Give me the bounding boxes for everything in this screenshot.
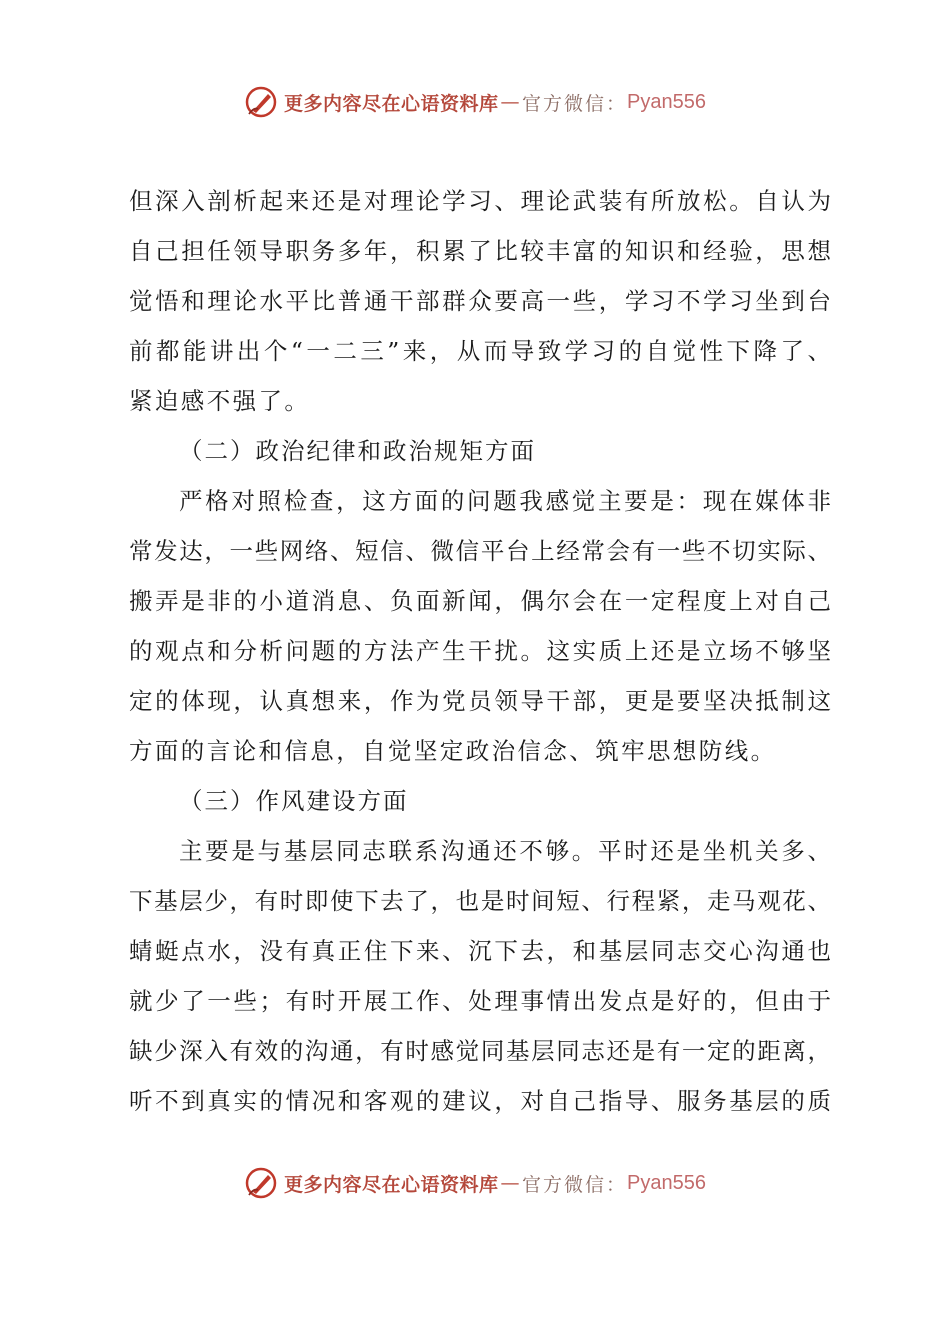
paragraph-line: 听不到真实的情况和客观的建议，对自己指导、服务基层的质 [129,1087,831,1115]
section-heading: （二）政治纪律和政治规矩方面 [179,437,536,465]
paragraph-line: 自己担任领导职务多年，积累了比较丰富的知识和经验，思想 [129,237,831,265]
watermark-main-text: 更多内容尽在心语资料库 [284,92,499,115]
paragraph-line: 紧迫感不强了。 [129,387,311,415]
paragraph-line: 但深入剖析起来还是对理论学习、理论武装有所放松。自认为 [129,187,831,215]
quill-pen-icon [244,1166,278,1200]
paragraph-line: 严格对照检查，这方面的问题我感觉主要是：现在媒体非 [179,487,831,515]
watermark-banner-top [0,82,950,122]
paragraph-line: 缺少深入有效的沟通，有时感觉同基层同志还是有一定的距离， [129,1037,831,1065]
paragraph-line: 主要是与基层同志联系沟通还不够。平时还是坐机关多、 [179,837,831,865]
watermark-separator: — [500,1172,521,1194]
watermark-main-text: 更多内容尽在心语资料库 [284,1173,499,1196]
watermark-wechat-id: Pyan556 [627,1171,706,1194]
quill-pen-icon [244,85,278,119]
watermark-separator: — [500,91,521,113]
document-body [129,176,831,1126]
paragraph-line: 定的体现，认真想来，作为党员领导干部，更是要坚决抵制这 [129,687,831,715]
paragraph-line: 常发达，一些网络、短信、微信平台上经常会有一些不切实际、 [129,537,831,565]
watermark-wechat-label: 官方微信： [522,1173,628,1196]
paragraph-line: 前都能讲出个“一二三”来，从而导致学习的自觉性下降了、 [129,337,831,365]
watermark-banner-bottom [0,1163,950,1203]
paragraph-line: 搬弄是非的小道消息、负面新闻，偶尔会在一定程度上对自己 [129,587,831,615]
paragraph-line: 下基层少，有时即使下去了，也是时间短、行程紧，走马观花、 [129,887,831,915]
watermark-wechat-label: 官方微信： [522,92,628,115]
watermark-wechat-id: Pyan556 [627,90,706,113]
paragraph-line: 方面的言论和信息，自觉坚定政治信念、筑牢思想防线。 [129,737,777,765]
paragraph-line: 觉悟和理论水平比普通干部群众要高一些，学习不学习坐到台 [129,287,831,315]
paragraph-line: 的观点和分析问题的方法产生干扰。这实质上还是立场不够坚 [129,637,831,665]
paragraph-line: 就少了一些；有时开展工作、处理事情出发点是好的，但由于 [129,987,831,1015]
section-heading: （三）作风建设方面 [179,787,409,815]
paragraph-line: 蜻蜓点水，没有真正住下来、沉下去，和基层同志交心沟通也 [129,937,831,965]
